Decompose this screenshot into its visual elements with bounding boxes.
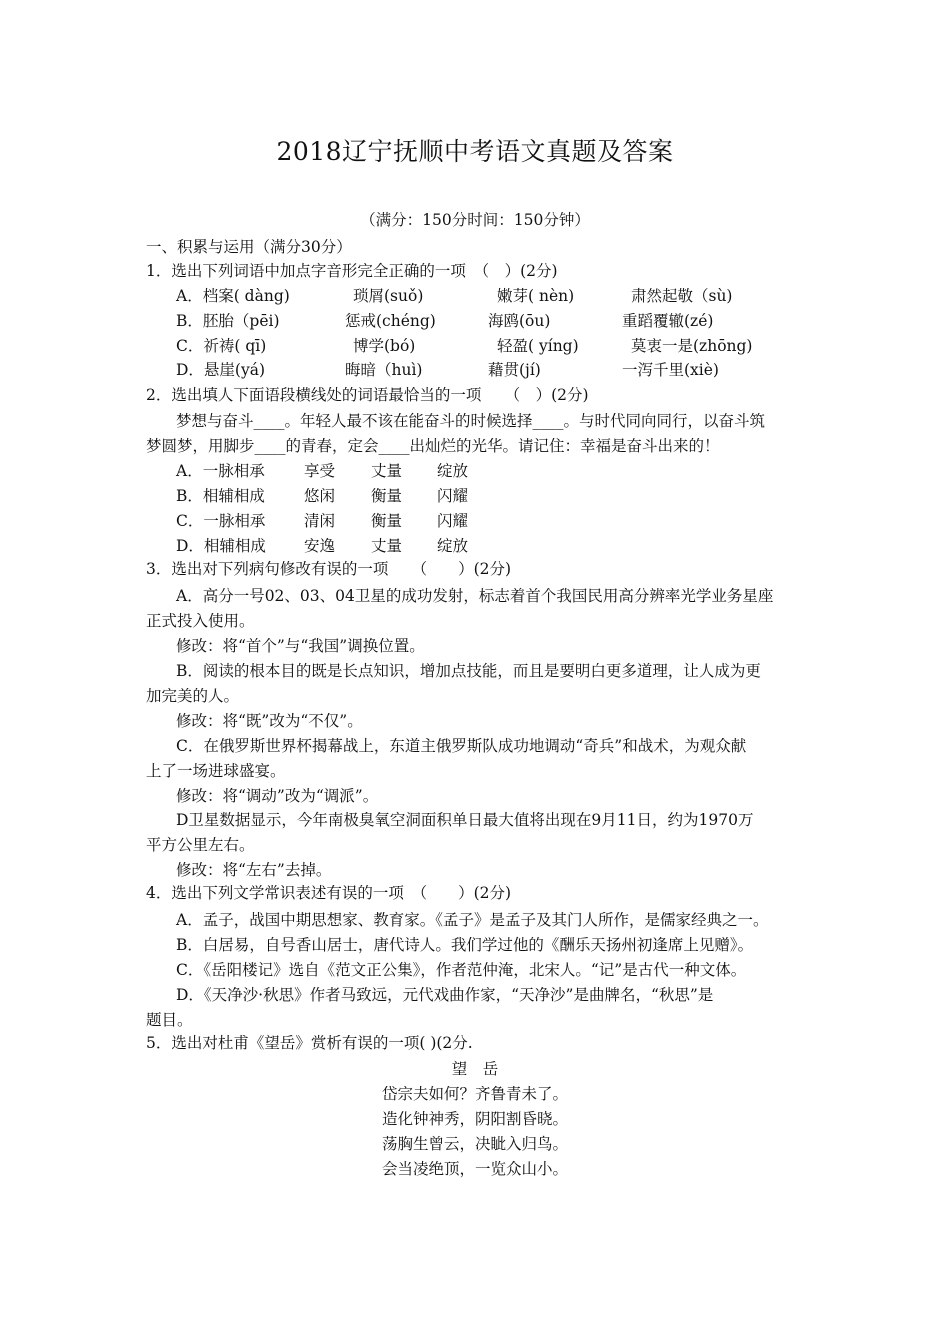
q4-option-d-line-1: D．《天净沙·秋思》作者马致远，元代戏曲作家，“天净沙”是曲牌名，“秋思”是 xyxy=(176,986,714,1004)
section-heading: 一、积累与运用（满分30分） xyxy=(146,238,352,256)
q2-option-c-4: 闪耀 xyxy=(437,512,469,530)
q3-c-line-1: C．在俄罗斯世界杯揭幕战上，东道主俄罗斯队成功地调动“奇兵”和战术，为观众献 xyxy=(176,737,747,755)
q2-option-d-2: 安逸 xyxy=(304,537,336,555)
q3-d-line-2: 平方公里左右。 xyxy=(146,836,255,854)
q2-option-d-4: 绽放 xyxy=(437,537,469,555)
q1-option-b-2: 惩戒(chéng) xyxy=(345,312,436,330)
q2-option-c-2: 清闲 xyxy=(304,512,336,530)
poem-line: 会当凌绝顶，一览众山小。 xyxy=(381,1160,568,1178)
q2-option-b-3: 衡量 xyxy=(371,487,403,505)
poem-line: 岱宗夫如何？齐鲁青未了。 xyxy=(381,1085,568,1103)
q4-option-a: A．孟子，战国中期思想家、教育家。《孟子》是孟子及其门人所作，是儒家经典之一。 xyxy=(176,911,769,929)
q2-option-a-1: A．一脉相承 xyxy=(176,462,265,480)
q1-option-b-4: 重蹈覆辙(zé) xyxy=(622,312,714,330)
q2-option-a-2: 享受 xyxy=(304,462,336,480)
q1-option-a-2: 琐屑(suǒ) xyxy=(353,287,424,305)
q3-c-fix: 修改：将“调动”改为“调派”。 xyxy=(176,787,379,805)
q2-option-d-1: D．相辅相成 xyxy=(176,537,266,555)
q1-option-d-2: 晦暗（huì) xyxy=(345,361,423,379)
q3-stem: 3．选出对下列病句修改有误的一项 （ ）(2分) xyxy=(146,560,512,578)
poem-title: 望 岳 xyxy=(451,1060,499,1078)
q3-b-line-2: 加完美的人。 xyxy=(146,687,240,705)
q3-a-line-2: 正式投入使用。 xyxy=(146,612,255,630)
q3-a-line-1: A．高分一号02、03、04卫星的成功发射，标志着首个我国民用高分辨率光学业务星座 xyxy=(176,587,774,605)
q1-stem: 1．选出下列词语中加点字音形完全正确的一项 （ ）(2分) xyxy=(146,262,558,280)
q2-option-c-1: C．一脉相承 xyxy=(176,512,266,530)
q2-passage-line-2: 梦圆梦，用脚步____的青春，定会____出灿烂的光华。请记住：幸福是奋斗出来的！ xyxy=(146,437,720,455)
q2-passage-line-1: 梦想与奋斗____。年轻人最不该在能奋斗的时候选择____。与时代同向同行，以奋斗筑 xyxy=(176,412,766,430)
q2-stem: 2．选出填人下面语段横线处的词语最恰当的一项 （ ）(2分) xyxy=(146,386,589,404)
q3-b-fix: 修改：将“既”改为“不仅”。 xyxy=(176,712,363,730)
q1-option-a-4: 肃然起敬（sù) xyxy=(631,287,733,305)
q5-stem: 5．选出对杜甫《望岳》赏析有误的一项( )(2分. xyxy=(146,1034,473,1052)
score-time-note: （满分：150分时间：150分钟） xyxy=(360,211,590,229)
q2-option-a-3: 丈量 xyxy=(371,462,403,480)
q3-a-fix: 修改：将“首个”与“我国”调换位置。 xyxy=(176,637,425,655)
q2-option-c-3: 衡量 xyxy=(371,512,403,530)
q4-stem: 4．选出下列文学常识表述有误的一项 （ ）(2分) xyxy=(146,884,512,902)
q2-option-d-3: 丈量 xyxy=(371,537,403,555)
q1-option-d-3: 藉贯(jí) xyxy=(488,361,541,379)
q3-d-fix: 修改：将“左右”去掉。 xyxy=(176,861,332,879)
q1-option-a-1: A．档案( dàng) xyxy=(176,287,290,305)
q2-option-b-4: 闪耀 xyxy=(437,487,469,505)
q3-b-line-1: B．阅读的根本目的既是长点知识，增加点技能，而且是要明白更多道理，让人成为更 xyxy=(176,662,761,680)
q3-c-line-2: 上了一场进球盛宴。 xyxy=(146,762,286,780)
q1-option-c-1: C．祈祷( qī) xyxy=(176,337,267,355)
page-title: 2018辽宁抚顺中考语文真题及答案 xyxy=(276,137,674,166)
q1-option-b-3: 海鸥(ōu) xyxy=(488,312,551,330)
poem-line: 造化钟神秀，阴阳割昏晓。 xyxy=(381,1110,568,1128)
q4-option-d-line-2: 题目。 xyxy=(146,1011,193,1029)
q4-option-c: C．《岳阳楼记》选自《范文正公集》，作者范仲淹，北宋人。“记”是古代一种文体。 xyxy=(176,961,747,979)
q4-option-b: B．白居易，自号香山居士，唐代诗人。我们学过他的《酬乐天扬州初逢席上见赠》。 xyxy=(176,936,754,954)
q1-option-c-3: 轻盈( yíng) xyxy=(497,337,579,355)
q2-option-a-4: 绽放 xyxy=(437,462,469,480)
q2-option-b-1: B．相辅相成 xyxy=(176,487,265,505)
q3-d-line-1: D卫星数据显示，今年南极臭氧空洞面积单日最大值将出现在9月11日，约为1970万 xyxy=(176,811,754,829)
q2-option-b-2: 悠闲 xyxy=(304,487,336,505)
q1-option-b-1: B．胚胎（pēi) xyxy=(176,312,280,330)
poem-line: 荡胸生曾云，决眦入归鸟。 xyxy=(381,1135,568,1153)
q1-option-a-3: 嫩芽( nèn) xyxy=(497,287,575,305)
q1-option-d-4: 一泻千里(xiè) xyxy=(622,361,719,379)
q1-option-c-4: 莫衷一是(zhōng) xyxy=(631,337,753,355)
q1-option-c-2: 博学(bó) xyxy=(353,337,416,355)
q1-option-d-1: D．悬崖(yá) xyxy=(176,361,266,379)
